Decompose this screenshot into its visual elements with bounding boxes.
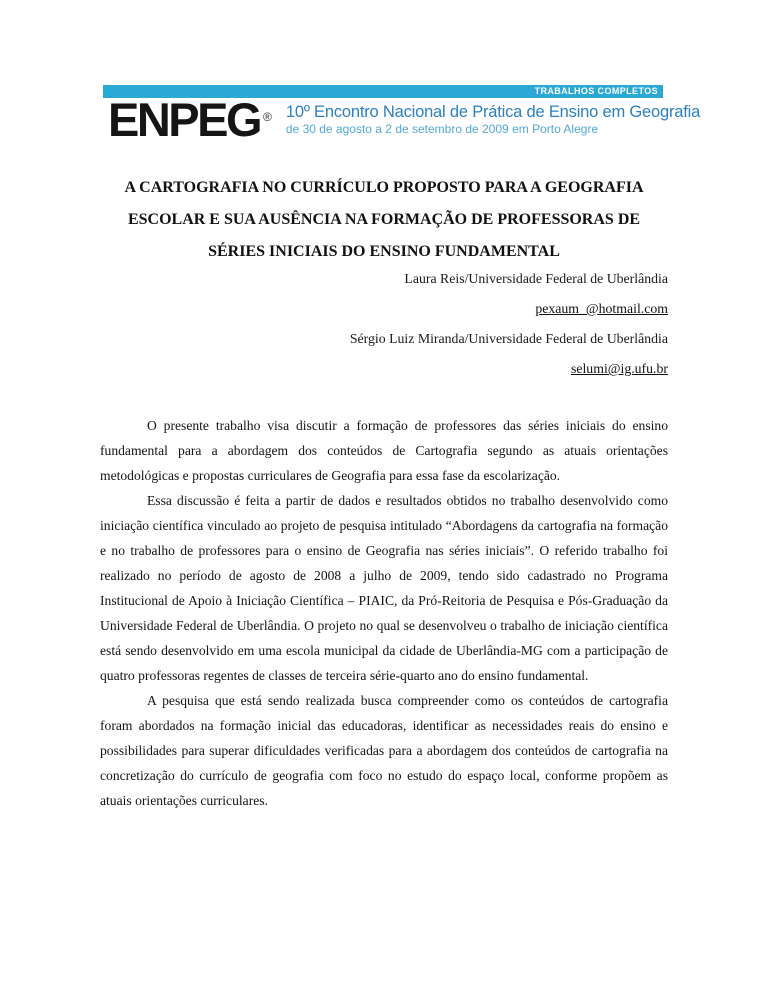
body-paragraph-1: O presente trabalho visa discutir a formação de professores das séries iniciais do ensino fundamental para a abordagem dos conteúdos de Cartografia segundo as atuais orientações metodológicas e propostas curriculares de Geografia para essa fase da escolarização. <box>100 418 668 483</box>
body-paragraph-3: A pesquisa que está sendo realizada busca compreender como os conteúdos de cartografia foram abordados na formação inicial das educadoras, identificar as necessidades reais do ensino e possibilidades para superar dificuldades verificadas para a abordagem dos conteúdos de cartografia na concretização do currículo de geografia com foco no estudo do espaço local, conforme propõem as atuais orientações curriculares. <box>100 693 668 808</box>
header <box>103 93 701 147</box>
event-date: de 30 de agosto a 2 de setembro de 2009 em Porto Alegre <box>285 122 599 136</box>
paper-title-line-1: A CARTOGRAFIA NO CURRÍCULO PROPOSTO PARA A GEOGRAFIA <box>124 179 644 196</box>
author-email-link-2[interactable]: selumi@ig.ufu.br <box>570 361 668 376</box>
body-paragraph-2: Essa discussão é feita a partir de dados e resultados obtidos no trabalho desenvolvido como iniciação científica vinculado ao projeto de pesquisa intitulado “Abordagens da cartografia na formação e no trabalho de professores para o ensino de Geografia nas séries iniciais”. O referido trabalho foi realizado no período de agosto de 2008 a julho de 2009, tendo sido cadastrado no Programa Institucional de Apoio à Iniciação Científica – PIAIC, da Pró-Reitoria de Pesquisa e Pós-Graduação da Universidade Federal de Uberlândia. O projeto no qual se desenvolveu o trabalho de iniciação científica está sendo desenvolvido em uma escola municipal da cidade de Uberlândia-MG com a participação de quatro professoras regentes de classes de terceira série-quarto ano do ensino fundamental. <box>100 493 668 683</box>
paper-title-line-2: ESCOLAR E SUA AUSÊNCIA NA FORMAÇÃO DE PROFESSORAS DE <box>127 211 641 228</box>
event-info <box>286 99 700 137</box>
author-email-row-1 <box>100 294 668 324</box>
banner-label: TRABALHOS COMPLETOS <box>534 86 658 96</box>
enpeg-wordmark: ENPEG <box>108 93 261 146</box>
author-name-1: Laura Reis/Universidade Federal de Uberlândia <box>404 271 668 286</box>
author-email-row-2 <box>100 354 668 384</box>
paper-title <box>100 172 668 268</box>
author-name-2: Sérgio Luiz Miranda/Universidade Federal de Uberlândia <box>349 331 668 346</box>
paper-title-line-3: SÉRIES INICIAIS DO ENSINO FUNDAMENTAL <box>208 243 560 260</box>
enpeg-logo-text <box>108 93 272 146</box>
author-email-link-1[interactable]: pexaum_@hotmail.com <box>535 301 668 316</box>
event-title: 10º Encontro Nacional de Prática de Ensino em Geografia <box>285 103 701 121</box>
authors-block <box>100 264 668 384</box>
paper-body <box>100 413 668 813</box>
registered-mark: ® <box>263 110 272 124</box>
